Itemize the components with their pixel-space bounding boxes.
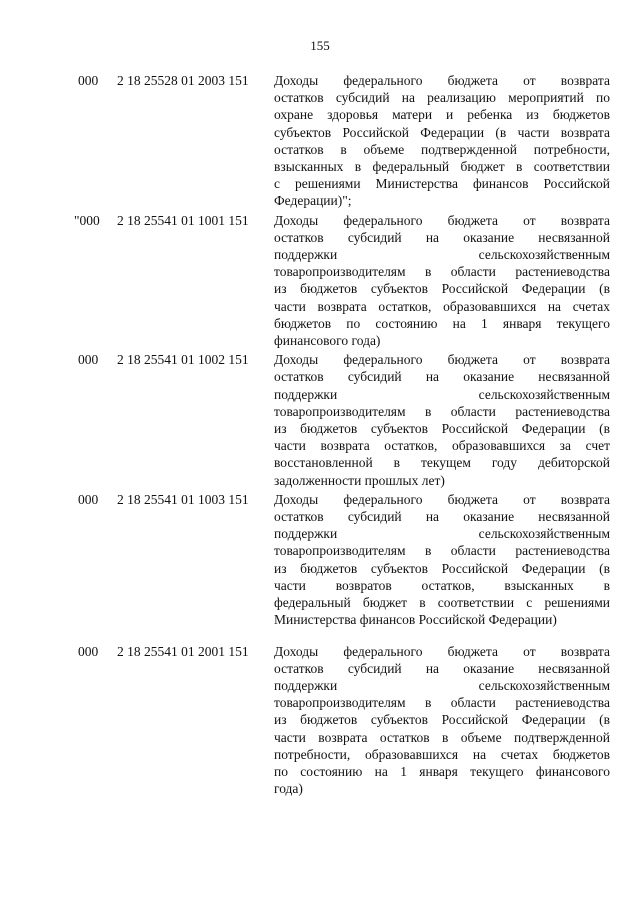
description-word: в xyxy=(603,577,610,593)
description-word: несвязанной xyxy=(538,660,610,676)
description-word: поддержки xyxy=(274,247,338,263)
description-line: с решениями Министерства финансов Российской xyxy=(274,176,610,192)
description-line: части возврата остатков в объеме подтвержденной xyxy=(274,729,610,745)
description-word: федерального xyxy=(343,352,423,368)
description-line: части возврата остатков, образовавшихся за счет xyxy=(274,438,610,454)
budget-classification-code: 2 18 25541 01 1003 151 xyxy=(117,491,249,507)
description-word: несвязанной xyxy=(538,369,610,385)
description-word: остатков xyxy=(274,369,324,385)
description-word: субсидий xyxy=(347,369,402,385)
description-line xyxy=(274,212,610,229)
budget-code-entry xyxy=(0,643,640,798)
description-word: бюджета xyxy=(447,352,498,368)
budget-code-entry xyxy=(0,72,640,210)
description-word: федерального xyxy=(343,73,423,88)
description-line xyxy=(274,577,610,594)
description-line: остатков в объеме подтвержденной потребности, xyxy=(274,141,610,157)
description-word: возврата xyxy=(560,643,610,659)
description-line: товаропроизводителям в области растениеводства xyxy=(274,695,610,711)
description-word: Доходы xyxy=(274,212,319,228)
description-word: от xyxy=(523,643,536,659)
description-line: по состоянию на 1 января текущего финансового xyxy=(274,763,610,779)
description-line: Федерации)"; xyxy=(274,193,352,209)
description-word: поддержки xyxy=(274,677,338,693)
description-line: года) xyxy=(274,781,303,797)
budget-code-entry xyxy=(0,212,640,350)
description-word: взысканных xyxy=(504,577,574,593)
description-line: потребности, образовавшихся на счетах бюджетов xyxy=(274,746,610,762)
description-word: Доходы xyxy=(274,352,319,368)
budget-code-entry xyxy=(0,351,640,489)
description-line: из бюджетов субъектов Российской Федерации (в xyxy=(274,560,610,576)
description-word: возврата xyxy=(560,73,610,88)
description-line: федеральный бюджет в соответствии с решениями xyxy=(274,595,610,611)
description-word: оказание xyxy=(463,509,515,525)
description-word: Доходы xyxy=(274,73,319,88)
description-word: остатков xyxy=(274,509,324,525)
income-description xyxy=(274,643,610,798)
description-word: Доходы xyxy=(274,491,319,507)
description-word: субсидий xyxy=(347,509,402,525)
description-word: несвязанной xyxy=(538,509,610,525)
administrator-code: 000 xyxy=(78,643,99,659)
description-line: товаропроизводителям в области растениеводства xyxy=(274,403,610,419)
budget-classification-code: 2 18 25541 01 1001 151 xyxy=(117,212,249,228)
description-word: несвязанной xyxy=(538,229,610,245)
description-line xyxy=(274,660,610,677)
description-line xyxy=(274,525,610,542)
description-word: сельскохозяйственным xyxy=(478,677,610,693)
description-word: бюджета xyxy=(447,491,498,507)
description-line xyxy=(274,229,610,246)
description-word: оказание xyxy=(463,660,515,676)
budget-classification-code: 2 18 25528 01 2003 151 xyxy=(117,73,249,88)
description-word: возврата xyxy=(560,212,610,228)
description-word: возврата xyxy=(560,491,610,507)
description-line: из бюджетов субъектов Российской Федерации (в xyxy=(274,712,610,728)
budget-code-entry xyxy=(0,491,640,629)
administrator-code: 000 xyxy=(78,73,99,88)
description-line: из бюджетов субъектов Российской Федерации (в xyxy=(274,281,610,297)
description-word: сельскохозяйственным xyxy=(478,247,610,263)
description-line: остатков субсидий на реализацию мероприятий по xyxy=(274,90,610,106)
description-word: от xyxy=(523,212,536,228)
description-word: субсидий xyxy=(347,660,402,676)
budget-classification-code: 2 18 25541 01 1002 151 xyxy=(117,352,249,368)
description-word: сельскохозяйственным xyxy=(478,526,610,542)
description-word: на xyxy=(425,369,440,385)
description-line: финансового года) xyxy=(274,333,381,349)
description-line: субъектов Российской Федерации (в части возврата xyxy=(274,124,610,140)
description-word: на xyxy=(425,509,440,525)
income-description xyxy=(274,212,610,350)
description-word: от xyxy=(523,491,536,507)
budget-classification-code: 2 18 25541 01 2001 151 xyxy=(117,643,249,659)
description-word: поддержки xyxy=(274,386,338,402)
description-word: Доходы xyxy=(274,643,319,659)
description-line xyxy=(274,72,610,89)
income-description xyxy=(274,491,610,629)
administrator-code: 000 xyxy=(78,352,99,368)
description-line: восстановленной в текущем году дебиторской xyxy=(274,455,610,471)
description-line xyxy=(274,246,610,263)
description-word: поддержки xyxy=(274,526,338,542)
income-description xyxy=(274,351,610,489)
description-word: возвратов xyxy=(335,577,392,593)
income-description xyxy=(274,72,610,210)
description-word: федерального xyxy=(343,643,423,659)
description-line xyxy=(274,368,610,385)
description-word: от xyxy=(523,352,536,368)
page-number: 155 xyxy=(310,38,330,53)
description-line: охране здоровья матери и ребенка из бюджетов xyxy=(274,107,610,123)
description-line xyxy=(274,508,610,525)
description-line: части возврата остатков, образовавшихся на счетах xyxy=(274,298,610,314)
description-word: сельскохозяйственным xyxy=(478,386,610,402)
description-line xyxy=(274,677,610,694)
budget-code-list xyxy=(0,72,640,799)
description-line: товаропроизводителям в области растениеводства xyxy=(274,264,610,280)
description-word: оказание xyxy=(463,229,515,245)
description-word: оказание xyxy=(463,369,515,385)
description-word: субсидий xyxy=(347,229,402,245)
description-line xyxy=(274,351,610,368)
description-word: остатков xyxy=(274,229,324,245)
description-line xyxy=(274,491,610,508)
description-line: товаропроизводителям в области растениеводства xyxy=(274,543,610,559)
description-line: взысканных в федеральный бюджет в соответствии xyxy=(274,159,610,175)
administrator-code: 000 xyxy=(78,491,99,507)
description-word: возврата xyxy=(560,352,610,368)
description-word: на xyxy=(425,660,440,676)
description-word: федерального xyxy=(343,491,423,507)
description-word: на xyxy=(425,229,440,245)
description-word: бюджета xyxy=(447,73,498,88)
description-word: остатков, xyxy=(421,577,475,593)
description-word: остатков xyxy=(274,660,324,676)
description-line: задолженности прошлых лет) xyxy=(274,472,445,488)
description-line: бюджетов по состоянию на 1 января текущего xyxy=(274,315,610,331)
description-line xyxy=(274,386,610,403)
description-word: части xyxy=(274,577,306,593)
description-line xyxy=(274,643,610,660)
description-word: федерального xyxy=(343,212,423,228)
description-word: бюджета xyxy=(447,212,498,228)
administrator-code: "000 xyxy=(74,212,100,228)
description-word: бюджета xyxy=(447,643,498,659)
description-line: Министерства финансов Российской Федерации) xyxy=(274,612,557,628)
description-line: из бюджетов субъектов Российской Федерации (в xyxy=(274,421,610,437)
description-word: от xyxy=(523,73,536,88)
